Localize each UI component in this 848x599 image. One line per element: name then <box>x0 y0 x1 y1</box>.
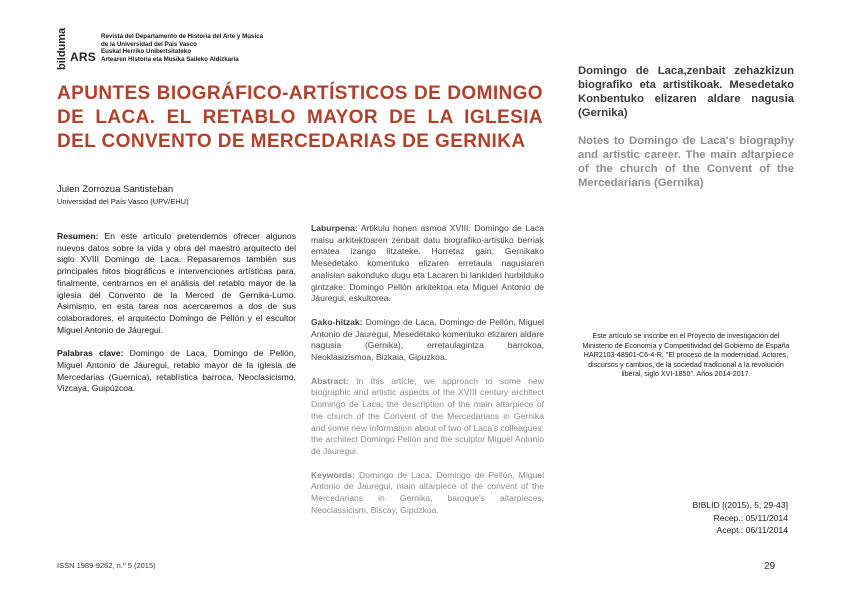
palabras-clave-paragraph <box>57 348 296 395</box>
keywords-text: Domingo de Laca, Domingo de Pellón, Miguel Antonio de Jauregui, main altarpiece of the convent of the Mercedarians in Gernika, baroque's altarpieces, Neoclassicism, Biscay, Gipuzkoa. <box>311 469 544 515</box>
article-title: APUNTES BIOGRÁFICO-ARTÍSTICOS DE DOMINGO DE LACA. EL RETABLO MAYOR DE LA IGLESIA DEL CONVENTO DE MERCEDARIAS DE GERNIKA <box>57 83 543 152</box>
keywords-label: Keywords: <box>311 469 355 480</box>
resumen-label: Resumen: <box>57 231 99 241</box>
journal-logo: ARS <box>70 50 96 64</box>
biblid-block <box>578 499 788 537</box>
laburpena-text: Artikulu honen asmoa XVIII. Domingo de Laca maisu arkitektoaren zenbait datu biografiko-artistiko berriak ematea izango litzateke. Horretaz gain, Gernikako Mesedetako komentuko elizaren erretaula nagusiaren analisian sakonduko dugu eta Lacaren bi lankideri hurbilduko gintzake: Domingo Pellón arkitektoa eta Miguel Antonio de Jáuregui, eskultorea. <box>311 223 544 304</box>
resumen-paragraph <box>57 231 296 336</box>
biblid-line: BIBLID [(2015), 5; 29-43] <box>692 500 788 510</box>
author-name: Julen Zorrozua Santisteban <box>57 184 174 195</box>
author-affiliation: Universidad del País Vasco (UPV/EHU) <box>57 197 189 206</box>
gako-hitzak-text: Domingo de Laca, Domingo de Pellón, Miguel Antonio de Jauregui, Mesedetako komentuko elizaren aldare nagusia (Gernika), erretaulagintza barrokoa, Neoklasizismoa, Bizkaia, Gipuzkoa. <box>311 316 544 363</box>
project-note: Este artículo se inscribe en el Proyecto de investigación del Ministerio de Economía y Competitividad del Gobierno de España HAR2103-48901-C6-4-R, "El proceso de la modernidad. Actores, discursos y cambios, de la sociedad tradicional a la revolución liberal, siglo XVI-1850". Años 2014-2017. <box>582 332 790 378</box>
laburpena-paragraph <box>311 223 544 305</box>
palabras-clave-label: Palabras clave: <box>57 348 124 359</box>
gako-hitzak-label: Gako-hitzak: <box>311 316 363 327</box>
issn-footer: ISSN 1989-9262, n.º 5 (2015) <box>57 561 156 570</box>
abstract-text: In this article, we approach to some new biographic and artistic aspects of the XVIII century architect Domingo de Laca, the description of the main altarpiece of the church of the Convent of the Mercedarians in Gernika and some new information about of two of Laca's colleagues: the architect Domingo Pellón and the sculptor Miguel Antonio de Jáuregui. <box>311 375 544 456</box>
keywords-paragraph <box>311 470 544 517</box>
abstract-label: Abstract: <box>311 375 349 386</box>
palabras-clave-text: Domingo de Laca, Domingo de Pellón, Miguel Antonio de Jáuregui, retablo mayor de la iglesia de Mercedarias (Guernica), retablística barroca, Neoclasicismo, Vizcaya, Guipúzcoa. <box>57 348 296 394</box>
laburpena-label: Laburpena: <box>311 223 358 233</box>
journal-name <box>101 33 291 63</box>
basque-title: Domingo de Laca,zenbait zehazkizun biografiko eta artistikoak. Mesedetako Konbentuko elizaren aldare nagusia (Gernika) <box>578 65 794 119</box>
spanish-abstract-column <box>57 231 296 407</box>
journal-line: Artearen Historia eta Musika Saileko Aldizkaria <box>101 55 239 63</box>
received-date: Recep.: 05/11/2014 <box>713 512 788 523</box>
abstract-paragraph <box>311 376 544 458</box>
page-number: 29 <box>764 561 776 572</box>
accepted-date: Acept.: 06/11/2014 <box>716 525 788 536</box>
journal-line: de la Universidad del País Vasco <box>101 40 197 48</box>
journal-logo-vertical: bilduma <box>56 27 68 70</box>
resumen-text: En este artículo pretendemos ofrecer algunos nuevos datos sobre la vida y obra del maestro arquitecto del siglo XVIII Domingo de Laca. Repasaremos también sus principales hitos biográficos e intervenciones artísticas para, finalmente, centrarnos en el análisis del retablo mayor de la iglesia del Convento de la Merced de Gernika-Lumo. Asimismo, en esta tarea nos acercaremos a dos de sus colaboradores, el arquitecto Domingo de Pellón y el escultor Miguel Antonio de Jáuregui. <box>57 231 296 335</box>
basque-english-abstract-column <box>311 223 544 528</box>
gako-hitzak-paragraph <box>311 317 544 364</box>
english-title: Notes to Domingo de Laca's biography and artistic career. The main altarpiece of the church of the Convent of the Mercedarians (Gernika) <box>578 135 794 189</box>
journal-line: Revista del Departamento de Historia del Arte y Música <box>101 33 264 40</box>
journal-line: Euskal Herriko Unibertsitateko <box>101 48 192 56</box>
